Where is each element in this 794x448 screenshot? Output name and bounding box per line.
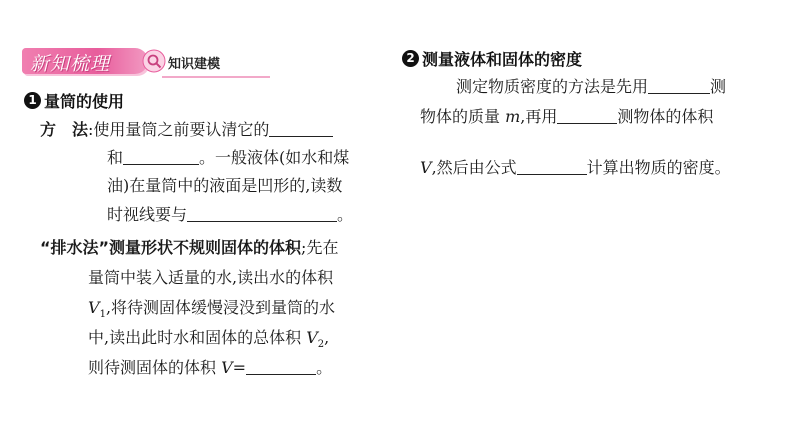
drainage-text-4: 中,读出此时水和固体的总体积	[88, 328, 307, 347]
blank-scale[interactable]	[269, 120, 333, 137]
drainage-text-3: ,将待测固体缓慢浸没到量筒的水	[105, 298, 336, 317]
drainage-line-1	[40, 238, 338, 258]
method-text-4a: 时视线要与	[107, 205, 188, 224]
method-text-4b: 。	[337, 205, 354, 224]
var-v-density: V	[420, 158, 432, 177]
section-1-number: 1	[24, 92, 41, 109]
drainage-term: “排水法”测量形状不规则固体的体积	[40, 238, 302, 257]
density-text-1a: 测定物质密度的方法是先用	[456, 77, 649, 96]
density-text-3b: 计算出物质的密度。	[586, 158, 731, 177]
section-2-title: 测量液体和固体的密度	[422, 50, 583, 69]
banner-underline	[162, 76, 270, 78]
density-text-2c: 测物体的体积	[617, 107, 714, 126]
drainage-text-5b: 。	[316, 358, 333, 377]
density-text-1b: 测	[710, 77, 727, 96]
var-v1: V	[88, 298, 100, 317]
section-1-title: 量筒的使用	[44, 92, 125, 111]
blank-cylinder[interactable]	[557, 107, 617, 124]
density-text-2a: 物体的质量	[420, 107, 506, 126]
density-line-3	[420, 146, 731, 178]
blank-formula[interactable]	[517, 146, 587, 175]
method-text-2a: 和	[107, 148, 124, 167]
blank-sightline[interactable]	[187, 205, 337, 222]
method-text-3: 油)在量筒中的液面是凹形的,读数	[107, 176, 343, 195]
section-2-heading	[402, 47, 582, 70]
method-line-1	[40, 120, 333, 140]
density-line-1	[456, 77, 726, 97]
method-line-3	[107, 176, 342, 196]
drainage-line-2	[88, 268, 333, 288]
drainage-text-5: 则待测固体的体积	[88, 358, 222, 377]
method-line-4	[107, 205, 353, 225]
blank-volume[interactable]	[246, 358, 316, 375]
var-v2-sub: 2	[317, 339, 325, 351]
method-text-2b: 。一般液体(如水和煤	[199, 148, 350, 167]
banner-subtitle: 知识建模	[168, 57, 221, 72]
var-v1-sub: 1	[99, 309, 106, 321]
drainage-line-3	[88, 298, 335, 325]
density-text-2b: ,再用	[520, 107, 558, 126]
blank-balance[interactable]	[648, 77, 710, 94]
var-v: V	[221, 358, 233, 377]
var-v2: V	[306, 328, 318, 347]
drainage-line-5	[88, 358, 332, 378]
section-1-heading	[24, 89, 124, 112]
blank-division[interactable]	[123, 148, 199, 165]
method-text-1: 使用量筒之前要认清它的	[93, 120, 270, 139]
density-text-3a: ,然后由公式	[431, 158, 517, 177]
density-line-2	[420, 107, 713, 127]
var-m: m	[505, 107, 521, 126]
drainage-text-2: 量筒中装入适量的水,读出水的体积	[88, 268, 334, 287]
equals-sign: =	[232, 358, 247, 377]
section-2-number: 2	[402, 50, 419, 67]
method-line-2	[107, 148, 349, 168]
section-banner	[22, 46, 262, 78]
method-label: 方 法	[40, 120, 89, 139]
drainage-after: ;先在	[301, 238, 339, 257]
magnifier-icon	[142, 49, 166, 73]
drainage-text-4b: ,	[324, 328, 330, 347]
drainage-line-4	[88, 328, 329, 355]
banner-title: 新知梳理	[30, 53, 111, 75]
method-colon: :	[88, 120, 94, 139]
